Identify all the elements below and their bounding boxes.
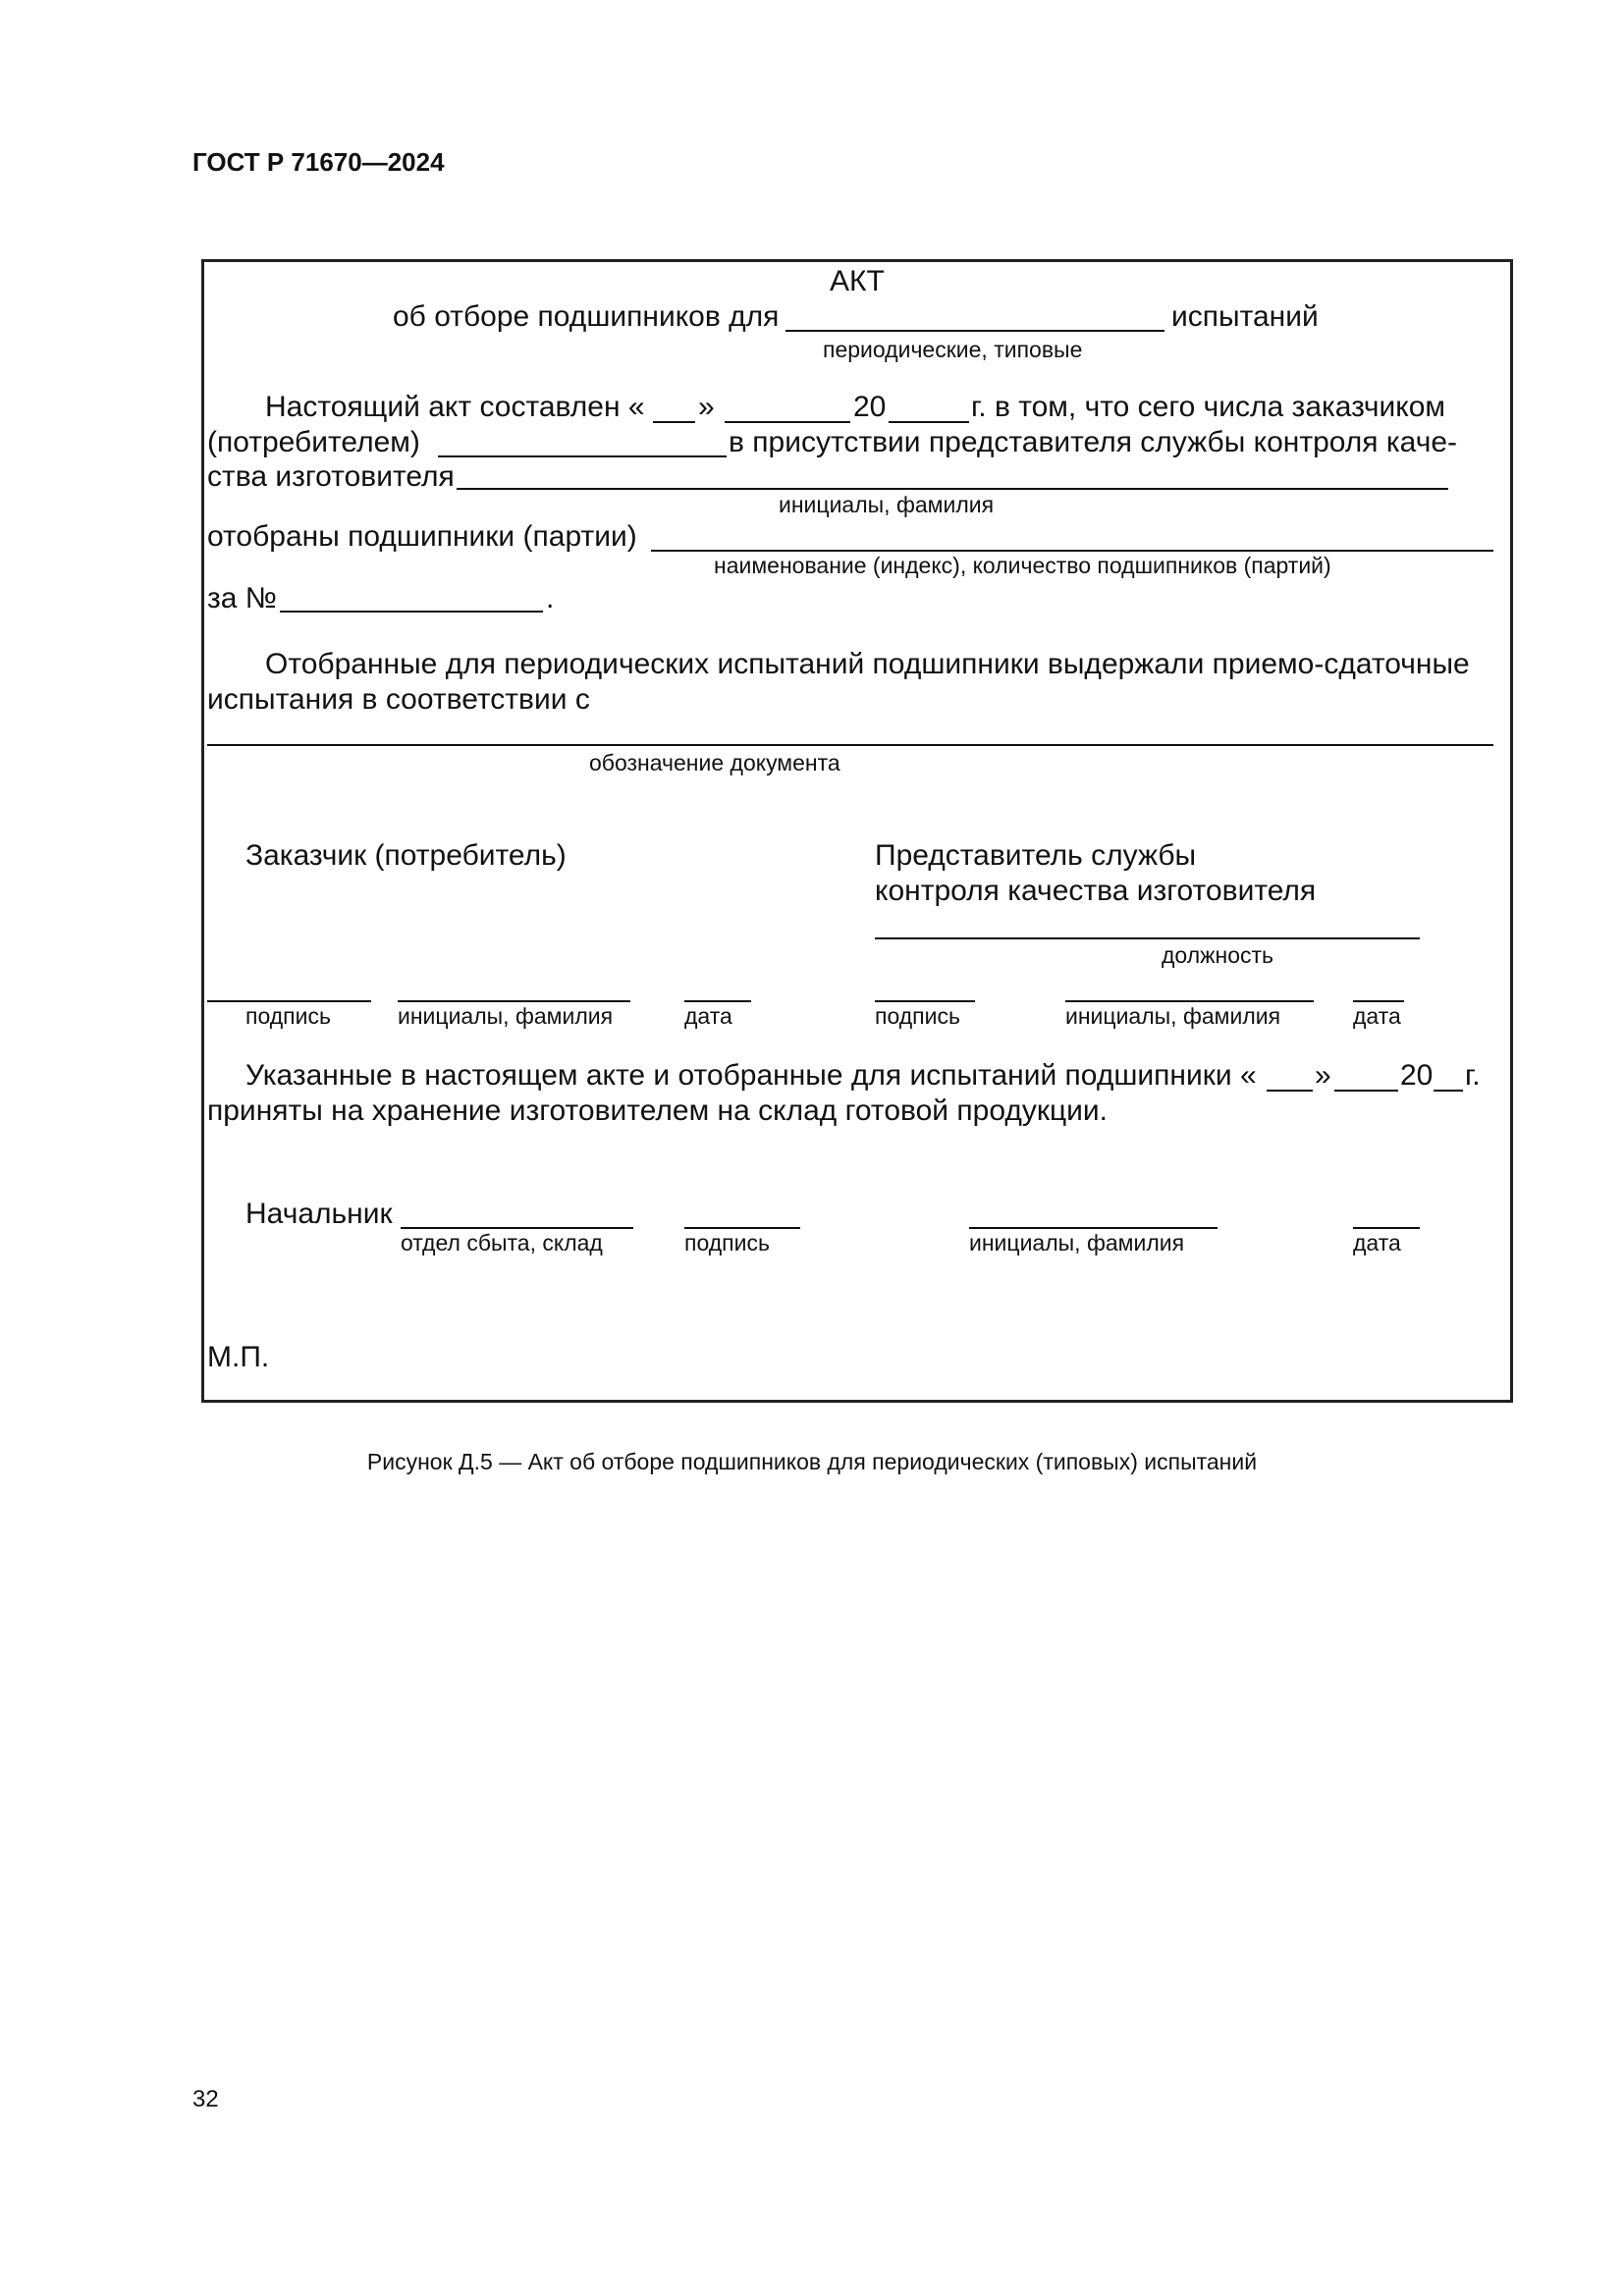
- storage-year-field[interactable]: [1434, 1090, 1463, 1092]
- year-field[interactable]: [889, 421, 969, 423]
- test-type-field[interactable]: [785, 330, 1164, 332]
- customer-initials-field[interactable]: [398, 1000, 630, 1002]
- storage-day-field[interactable]: [1267, 1090, 1313, 1092]
- chief-date-hint: дата: [1353, 1230, 1401, 1255]
- p1-line2-end: в присутствии представителя службы контроля каче-: [729, 426, 1458, 458]
- selected-bearings-field[interactable]: [651, 550, 1493, 552]
- document-header: ГОСТ Р 71670—2024: [192, 147, 445, 177]
- selected-hint: наименование (индекс), количество подшипников (партий): [714, 553, 1331, 578]
- p2-line2: испытания в соответствии с: [207, 683, 590, 716]
- rep-signature-field[interactable]: [875, 1000, 975, 1002]
- rep-date-hint: дата: [1353, 1003, 1401, 1029]
- p1-quote-close: »: [698, 391, 715, 423]
- chief-date-field[interactable]: [1353, 1227, 1420, 1229]
- number-dot: .: [546, 582, 555, 614]
- rep-initials-field[interactable]: [1065, 1000, 1314, 1002]
- manufacturer-rep-field[interactable]: [457, 488, 1448, 490]
- chief-signature-hint: подпись: [684, 1230, 770, 1255]
- p3-quote-close: »: [1315, 1059, 1331, 1092]
- subtitle-left: об отборе подшипников для: [393, 300, 780, 333]
- p2-line1: Отобранные для периодических испытаний подшипники выдержали приемо-сдаточные: [265, 648, 1470, 680]
- customer-signature-hint: подпись: [245, 1003, 331, 1029]
- chief-department-hint: отдел сбыта, склад: [401, 1230, 603, 1255]
- storage-month-field[interactable]: [1334, 1090, 1398, 1092]
- selected-label: отобраны подшипники (партии): [207, 520, 637, 553]
- subtitle-right: испытаний: [1171, 300, 1319, 333]
- rep-initials-hint: инициалы, фамилия: [1065, 1003, 1281, 1029]
- rep-date-field[interactable]: [1353, 1000, 1404, 1002]
- p1-year: 20: [853, 391, 887, 423]
- number-field[interactable]: [280, 611, 543, 613]
- chief-signature-field[interactable]: [684, 1227, 800, 1229]
- customer-signature-field[interactable]: [207, 1000, 371, 1002]
- seal-label: М.П.: [207, 1341, 270, 1373]
- month-field[interactable]: [725, 421, 850, 423]
- customer-date-hint: дата: [684, 1003, 732, 1029]
- p3-line1-start: Указанные в настоящем акте и отобранные для испытаний подшипники «: [245, 1059, 1257, 1092]
- p3-line2: приняты на хранение изготовителем на склад готовой продукции.: [207, 1095, 1109, 1127]
- test-type-hint: периодические, типовые: [823, 337, 1083, 362]
- chief-initials-hint: инициалы, фамилия: [969, 1230, 1185, 1255]
- document-designation-field[interactable]: [207, 744, 1493, 746]
- chief-label: Начальник: [245, 1198, 393, 1230]
- page-number: 32: [192, 2086, 219, 2112]
- p3-end: г.: [1465, 1059, 1481, 1092]
- position-field[interactable]: [875, 937, 1420, 939]
- chief-initials-field[interactable]: [969, 1227, 1218, 1229]
- position-hint: должность: [1162, 942, 1274, 968]
- chief-department-field[interactable]: [401, 1227, 633, 1229]
- initials-hint: инициалы, фамилия: [779, 492, 995, 517]
- p1-line2-start: (потребителем): [207, 426, 420, 458]
- p3-year: 20: [1400, 1059, 1434, 1092]
- p1-line3: ства изготовителя: [207, 460, 455, 493]
- day-field[interactable]: [653, 421, 695, 423]
- rep-label-2: контроля качества изготовителя: [875, 875, 1317, 907]
- customer-date-field[interactable]: [684, 1000, 751, 1002]
- rep-label-1: Представитель службы: [875, 839, 1197, 872]
- customer-initials-hint: инициалы, фамилия: [398, 1003, 614, 1029]
- form-title: АКТ: [830, 265, 885, 297]
- p1-start: Настоящий акт составлен «: [265, 391, 645, 423]
- rep-signature-hint: подпись: [875, 1003, 960, 1029]
- document-hint: обозначение документа: [589, 750, 840, 775]
- figure-caption: Рисунок Д.5 — Акт об отборе подшипников для периодических (типовых) испытаний: [366, 1449, 1258, 1474]
- customer-label: Заказчик (потребитель): [245, 839, 567, 872]
- p1-end: г. в том, что сего числа заказчиком: [971, 391, 1446, 423]
- number-label: за №: [207, 582, 277, 614]
- customer-field[interactable]: [438, 455, 727, 457]
